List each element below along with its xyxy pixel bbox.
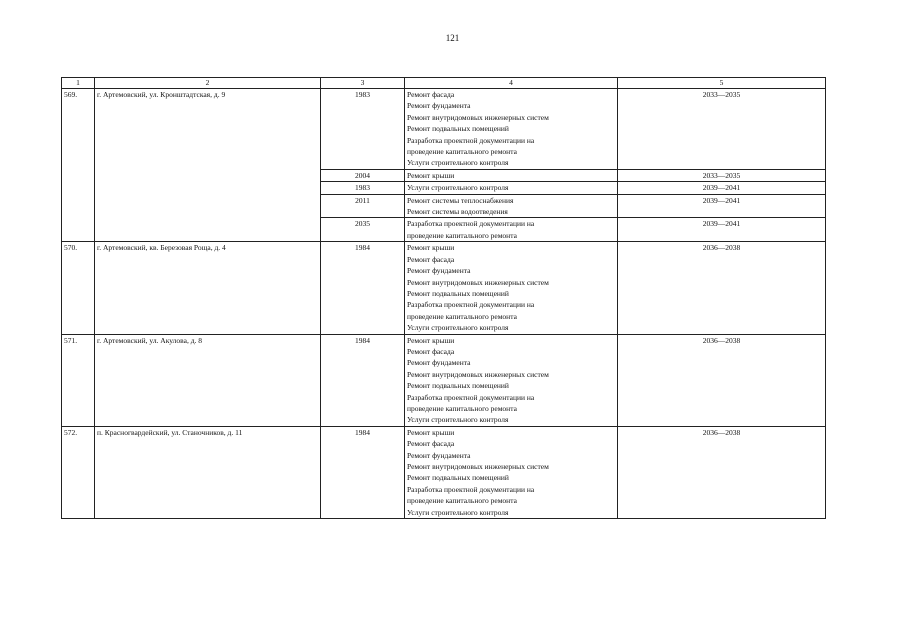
work-item: проведение капитального ремонта: [407, 403, 517, 413]
period-cell: 2033—2035: [618, 89, 826, 170]
header-cell-5: 5: [618, 78, 826, 89]
row-number: 571.: [62, 334, 95, 426]
repair-schedule-table: [61, 77, 826, 519]
table-row: [62, 334, 826, 426]
work-item: Ремонт фасада: [407, 439, 455, 449]
period-cell: 2039—2041: [618, 194, 826, 218]
table-row: [62, 242, 826, 334]
address-cell: г. Артемовский, ул. Акулова, д. 8: [95, 334, 321, 426]
page-number: 121: [445, 33, 460, 43]
period-cell: 2039—2041: [618, 182, 826, 194]
row-number: 572.: [62, 426, 95, 518]
work-item: Услуги строительного контроля: [407, 507, 509, 517]
header-cell-2: 2: [95, 78, 321, 89]
work-item: Ремонт подвальных помещений: [407, 381, 509, 391]
work-item: Ремонт фасада: [407, 346, 455, 356]
works-cell: [405, 194, 618, 218]
year-cell: 2035: [321, 218, 405, 242]
works-cell: [405, 169, 618, 181]
period-cell: 2036—2038: [618, 242, 826, 334]
table-row: [62, 89, 826, 170]
table-row: [62, 426, 826, 518]
work-item: Услуги строительного контроля: [407, 183, 509, 193]
address-cell: п. Красногвардейский, ул. Станочников, д. 11: [95, 426, 321, 518]
works-cell: [405, 218, 618, 242]
year-cell: 2011: [321, 194, 405, 218]
work-item: Ремонт системы теплоснабжения: [407, 195, 514, 205]
header-row: [62, 78, 826, 89]
header-cell-1: 1: [62, 78, 95, 89]
works-cell: [405, 242, 618, 334]
header-cell-4: 4: [405, 78, 618, 89]
work-item: Ремонт фундамента: [407, 266, 471, 276]
work-item: Ремонт подвальных помещений: [407, 473, 509, 483]
work-item: Ремонт фундамента: [407, 101, 471, 111]
year-cell: 2004: [321, 169, 405, 181]
table-body: [62, 89, 826, 519]
works-cell: [405, 334, 618, 426]
work-item: Ремонт крыши: [407, 427, 455, 437]
year-cell: 1984: [321, 242, 405, 334]
works-cell: [405, 426, 618, 518]
year-cell: 1984: [321, 334, 405, 426]
work-item: Ремонт внутридомовых инженерных систем: [407, 462, 549, 471]
work-item: Ремонт фундамента: [407, 358, 471, 368]
work-item: проведение капитального ремонта: [407, 147, 517, 157]
work-item: Ремонт крыши: [407, 335, 455, 345]
work-item: Разработка проектной документации на: [407, 219, 535, 229]
year-cell: 1984: [321, 426, 405, 518]
work-item: Разработка проектной документации на: [407, 135, 535, 145]
address-cell: г. Артемовский, ул. Кронштадтская, д. 9: [95, 89, 321, 242]
year-cell: 1983: [321, 89, 405, 170]
work-item: Услуги строительного контроля: [407, 323, 509, 333]
work-item: Разработка проектной документации на: [407, 392, 535, 402]
work-item: Услуги строительного контроля: [407, 415, 509, 425]
work-item: Ремонт внутридомовых инженерных систем: [407, 369, 549, 379]
period-cell: 2039—2041: [618, 218, 826, 242]
period-cell: 2036—2038: [618, 334, 826, 426]
work-item: проведение капитального ремонта: [407, 230, 517, 240]
work-item: Ремонт фасада: [407, 90, 455, 99]
work-item: Ремонт подвальных помещений: [407, 288, 509, 298]
row-number: 570.: [62, 242, 95, 334]
work-item: Ремонт внутридомовых инженерных систем: [407, 112, 549, 122]
address-cell: г. Артемовский, кв. Березовая Роща, д. 4: [95, 242, 321, 334]
row-number: 569.: [62, 89, 95, 242]
work-item: Ремонт крыши: [407, 170, 455, 180]
work-item: Разработка проектной документации на: [407, 484, 535, 494]
works-cell: [405, 89, 618, 170]
year-cell: 1983: [321, 182, 405, 194]
work-item: Ремонт внутридомовых инженерных систем: [407, 277, 549, 287]
work-item: Услуги строительного контроля: [407, 158, 509, 168]
work-item: Ремонт подвальных помещений: [407, 124, 509, 134]
work-item: Ремонт фасада: [407, 254, 455, 264]
works-cell: [405, 182, 618, 194]
work-item: Разработка проектной документации на: [407, 300, 535, 310]
header-cell-3: 3: [321, 78, 405, 89]
work-item: Ремонт фундамента: [407, 450, 471, 460]
work-item: Ремонт системы водоотведения: [407, 207, 508, 217]
work-item: Ремонт крыши: [407, 243, 455, 253]
work-item: проведение капитального ремонта: [407, 311, 517, 321]
period-cell: 2036—2038: [618, 426, 826, 518]
work-item: проведение капитального ремонта: [407, 496, 517, 506]
period-cell: 2033—2035: [618, 169, 826, 181]
